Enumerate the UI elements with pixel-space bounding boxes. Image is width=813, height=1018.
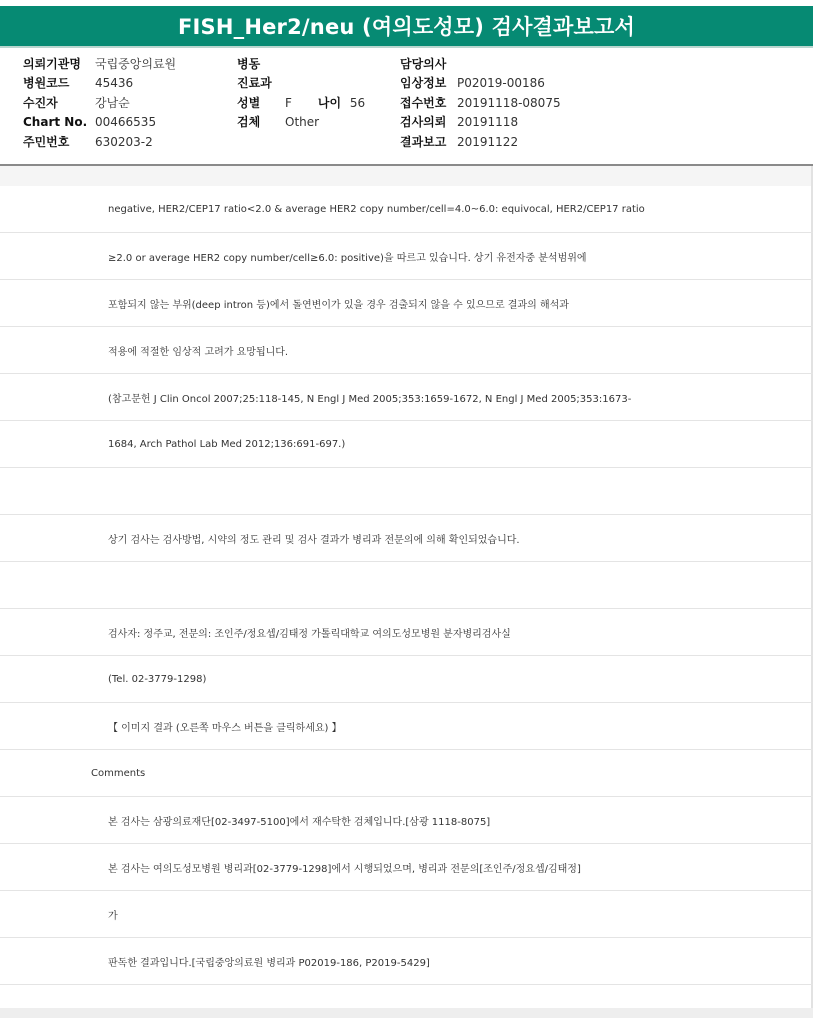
report-line — [0, 468, 813, 515]
info-row — [400, 55, 561, 74]
info-value: P02019-00186 — [457, 76, 545, 91]
info-value: 국립중앙의료원 — [95, 57, 177, 71]
report-line: (Tel. 02-3779-1298) — [0, 656, 813, 703]
report-line: (참고문헌 J Clin Oncol 2007;25:118-145, N Engl J Med 2005;353:1659-1672, N Engl J Med 2005;353:1673- — [0, 374, 813, 421]
comment-line: 판독한 결과입니다.[국립중앙의료원 병리과 P02019-186, P2019-5429] — [0, 938, 813, 985]
info-row — [237, 94, 365, 113]
info-row — [400, 94, 561, 113]
report-title: FISH_Her2/neu (여의도성모) 검사결과보고서 — [177, 15, 635, 39]
info-row — [237, 55, 365, 74]
patient-info-section — [0, 52, 813, 164]
specimen-value: Other — [285, 115, 320, 130]
info-row — [237, 113, 365, 132]
age-value: 56 — [349, 95, 366, 110]
ward-label: 병동 — [237, 57, 261, 71]
info-label: 수진자 — [23, 95, 58, 110]
info-row — [23, 133, 176, 152]
report-line: 포함되지 않는 부위(deep intron 등)에서 돌연변이가 있을 경우 검출되지 않을 수 있으므로 결과의 해석과 — [0, 280, 813, 327]
comments-heading: Comments — [0, 750, 813, 797]
title-underline — [0, 46, 813, 48]
sex-label: 성별 — [237, 95, 261, 110]
report-line: 검사자: 정주교, 전문의: 조인주/정요셉/김태정 가톨릭대학교 여의도성모병원 분자병리검사실 — [0, 609, 813, 656]
report-line: ≥2.0 or average HER2 copy number/cell≥6.0: positive)을 따르고 있습니다. 상기 유전자중 분석범위에 — [0, 233, 813, 280]
info-label: 병원코드 — [23, 76, 70, 91]
info-value: 630203-2 — [95, 134, 153, 149]
comment-line: 본 검사는 삼광의료재단[02-3497-5100]에서 재수탁한 검체입니다.[삼광 1118-8075] — [0, 797, 813, 844]
report-title-bar — [0, 6, 813, 46]
info-row — [400, 74, 561, 93]
info-value: 20191118-08075 — [457, 95, 561, 110]
report-line: 적용에 적절한 임상적 고려가 요망됩니다. — [0, 327, 813, 374]
info-label: 임상정보 — [400, 76, 447, 91]
info-column-1 — [23, 55, 176, 152]
report-line: negative, HER2/CEP17 ratio<2.0 & average HER2 copy number/cell=4.0~6.0: equivocal, HER2/CEP17 ratio — [0, 186, 813, 233]
info-row — [400, 113, 561, 132]
info-value: 20191118 — [457, 115, 519, 130]
info-row — [400, 133, 561, 152]
sex-value: F — [285, 95, 292, 110]
comment-line: 가 — [0, 891, 813, 938]
info-row — [23, 94, 176, 113]
info-value: 00466535 — [95, 115, 157, 130]
info-label: 담당의사 — [400, 57, 447, 71]
bottom-band — [0, 1008, 813, 1018]
info-value: 강남순 — [95, 95, 130, 110]
image-result-link[interactable]: 【 이미지 결과 (오른쪽 마우스 버튼을 클릭하세요) 】 — [0, 703, 813, 750]
info-label: 검사의뢰 — [400, 115, 447, 130]
info-label: 접수번호 — [400, 95, 447, 110]
info-row — [237, 74, 365, 93]
report-line: 1684, Arch Pathol Lab Med 2012;136:691-697.) — [0, 421, 813, 468]
info-column-3 — [400, 55, 561, 152]
info-row — [23, 113, 176, 132]
info-label: 주민번호 — [23, 134, 70, 149]
info-label: 결과보고 — [400, 134, 447, 149]
info-label: Chart No. — [23, 115, 88, 130]
comment-line: 본 검사는 여의도성모병원 병리과[02-3779-1298]에서 시행되었으며, 병리과 전문의[조인주/정요셉/김태정] — [0, 844, 813, 891]
specimen-label: 검체 — [237, 115, 261, 130]
info-value: 45436 — [95, 76, 134, 91]
info-column-2 — [237, 55, 365, 133]
report-body — [0, 186, 813, 985]
report-line: 상기 검사는 검사방법, 시약의 정도 관리 및 검사 결과가 병리과 전문의에 의해 확인되었습니다. — [0, 515, 813, 562]
info-label: 의뢰기관명 — [23, 57, 81, 71]
age-label: 나이 — [317, 95, 342, 110]
info-value: 20191122 — [457, 134, 519, 149]
report-line — [0, 562, 813, 609]
dept-label: 진료과 — [237, 76, 272, 91]
info-row — [23, 74, 176, 93]
content-top-band — [0, 166, 813, 186]
info-row — [23, 55, 176, 74]
